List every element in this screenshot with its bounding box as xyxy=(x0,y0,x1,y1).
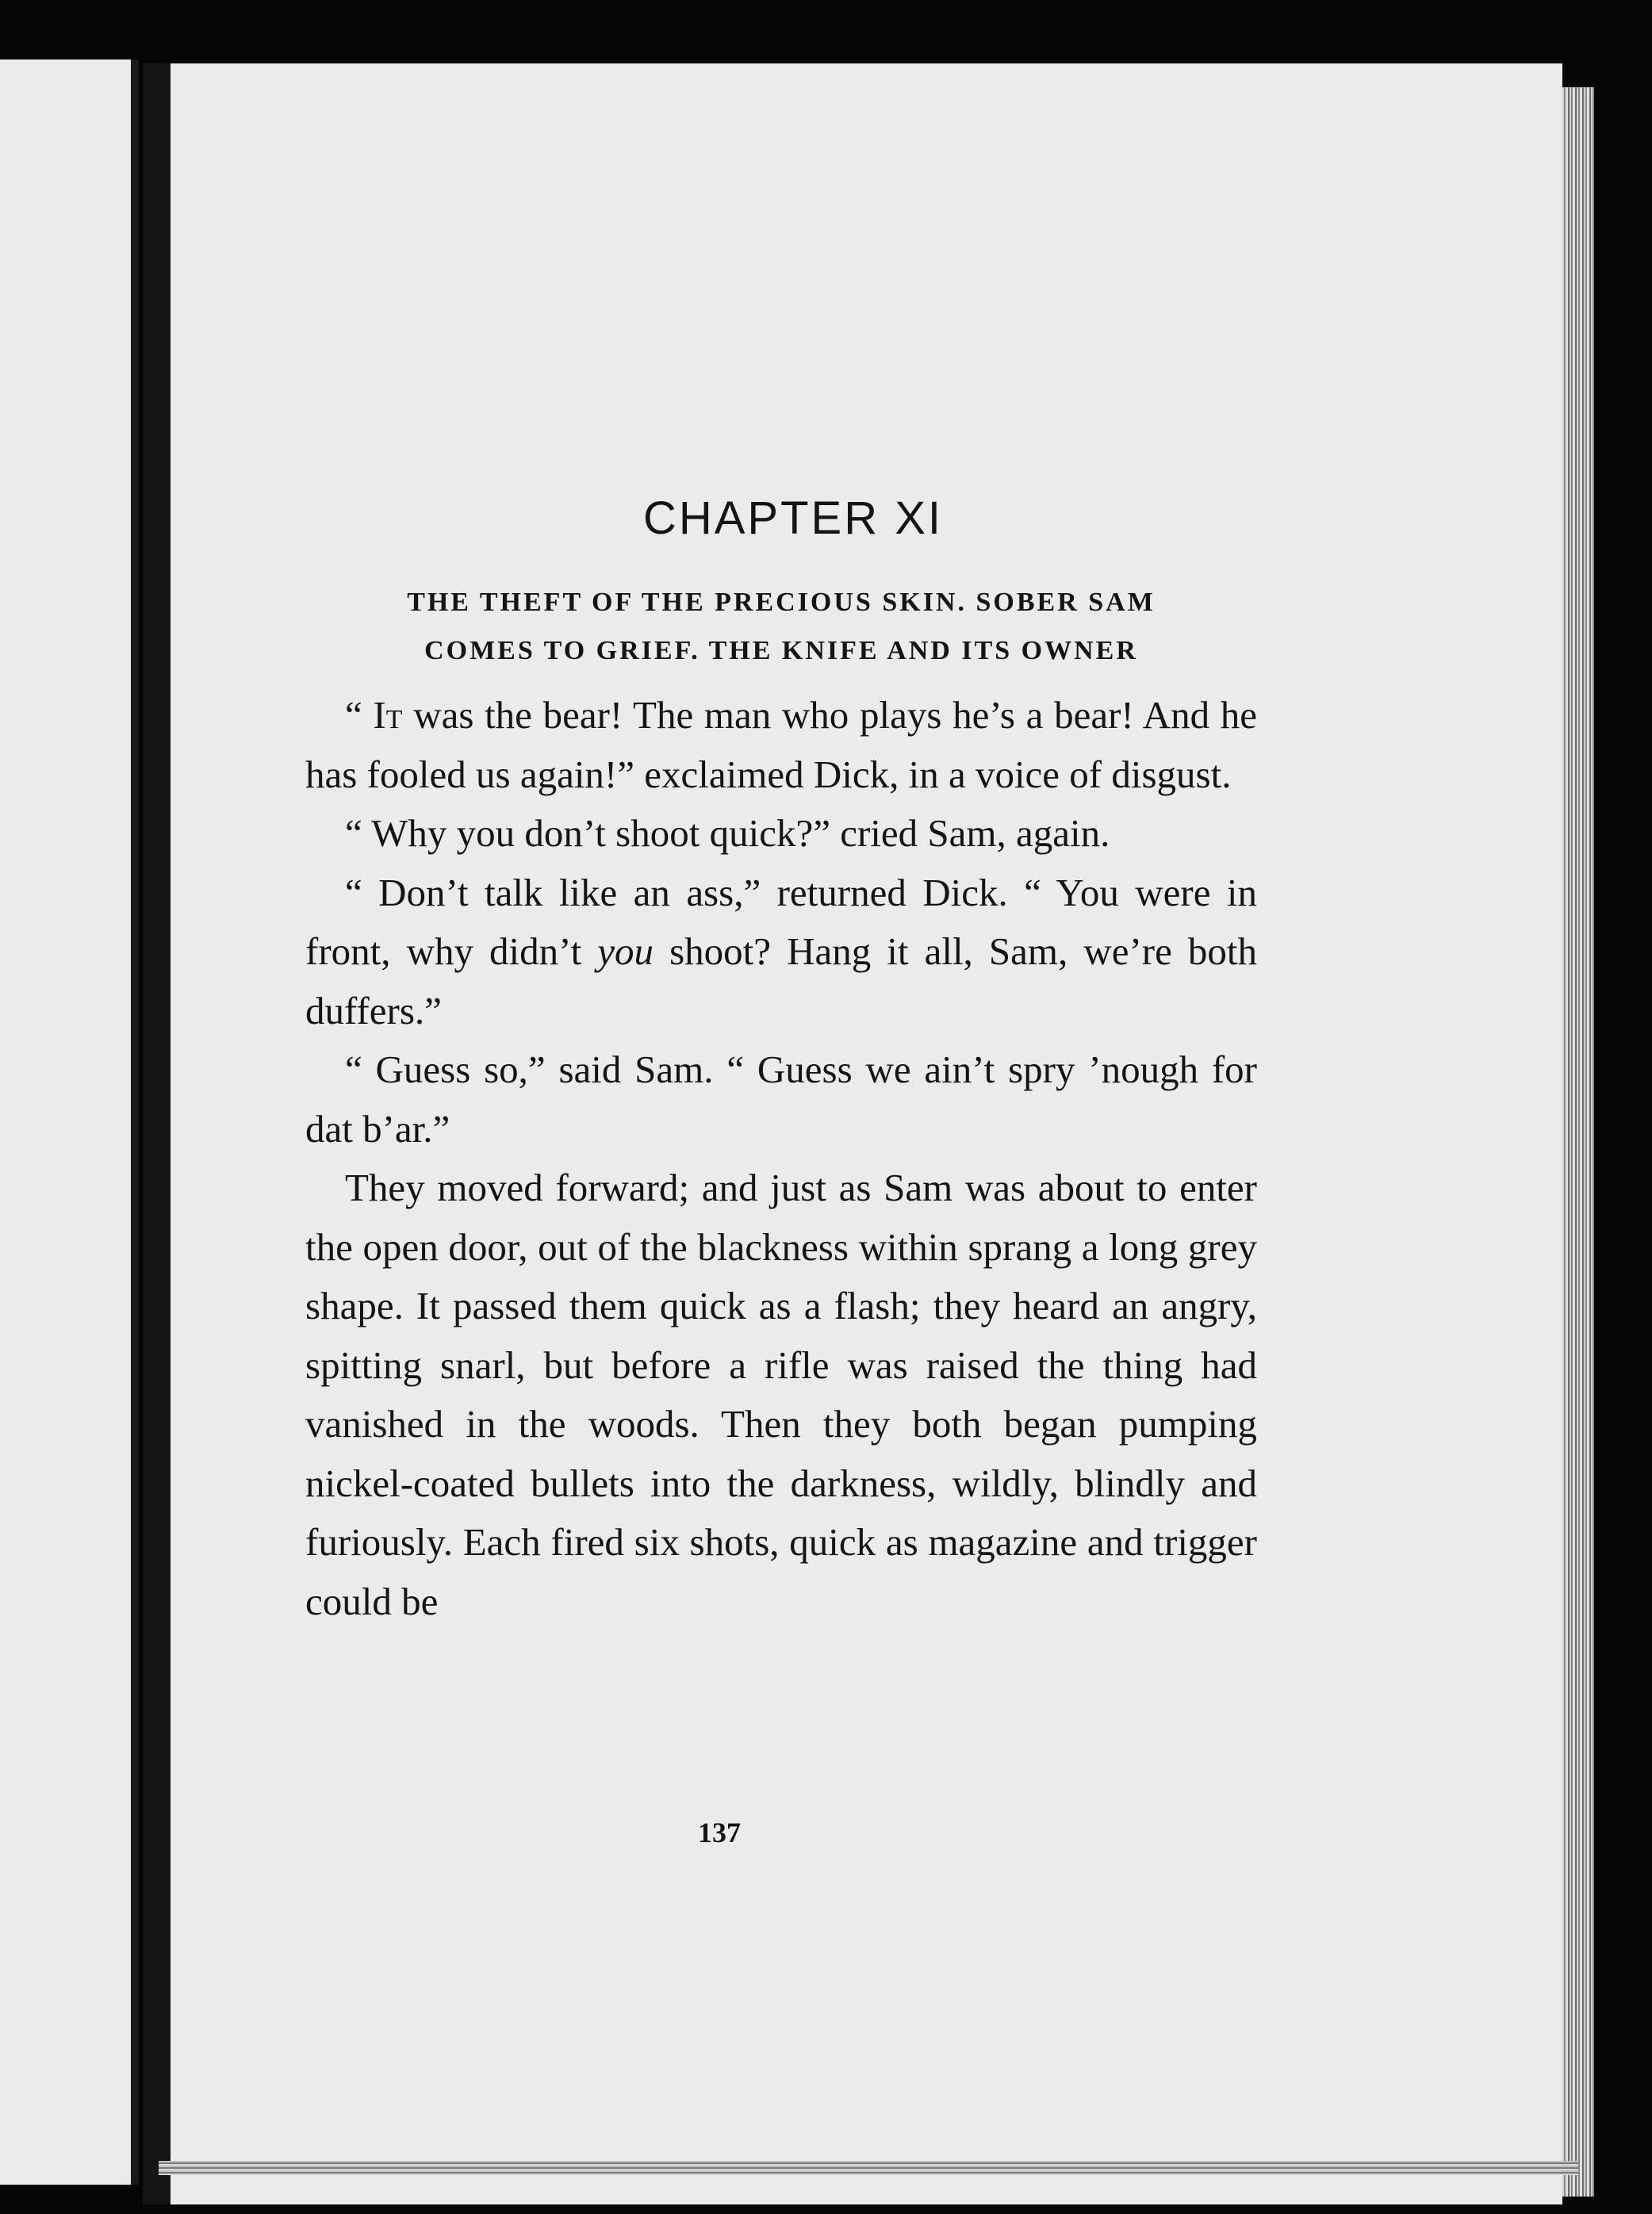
drop-word: It xyxy=(373,693,403,737)
paragraph-5: They moved forward; and just as Sam was about to enter the open door, out of the blackness within sprang a long grey shape. It passed them quick as a flash; they heard an angry, spitting snarl, but before a rifle was raised the thing had vanished in the woods. Then they both began pumping nickel-coated bullets into the darkness, wildly, blindly and furiously. Each fired six shots, quick as magazine and trigger could be xyxy=(305,1166,1257,1623)
italic-word: you xyxy=(597,929,654,973)
chapter-summary-line-1: THE THEFT OF THE PRECIOUS SKIN. SOBER SAM xyxy=(407,588,1156,617)
opening-quote: “ xyxy=(345,693,374,737)
paragraph-1-text: was the bear! The man who plays he’s a bear! And he has fooled us again!” exclaimed Dick, in a voice of disgust. xyxy=(305,693,1257,796)
paragraph-3-text-a: “ Don’t talk like an ass,” returned Dick. “ You were in front, why didn’t xyxy=(305,870,1257,973)
page-text xyxy=(305,492,1257,1631)
chapter-summary xyxy=(305,578,1257,675)
chapter-summary-line-2: COMES TO GRIEF. THE KNIFE AND ITS OWNER xyxy=(424,636,1138,665)
page-bottom-edge xyxy=(159,2161,1578,2175)
paragraph-3-text-b: shoot? Hang it all, Sam, we’re both duffers.” xyxy=(305,929,1258,1032)
paragraph-2: “ Why you don’t shoot quick?” cried Sam, again. xyxy=(345,811,1110,855)
paragraph-4: “ Guess so,” said Sam. “ Guess we ain’t spry ’nough for dat b’ar.” xyxy=(305,1048,1257,1151)
page-stack-edge xyxy=(1562,87,1594,2197)
paragraph-1 xyxy=(305,686,1257,804)
facing-page-edge xyxy=(0,59,139,2185)
chapter-title: CHAPTER XI xyxy=(642,492,944,544)
page-number: 137 xyxy=(698,1817,741,1848)
paragraph-3 xyxy=(305,864,1257,1041)
